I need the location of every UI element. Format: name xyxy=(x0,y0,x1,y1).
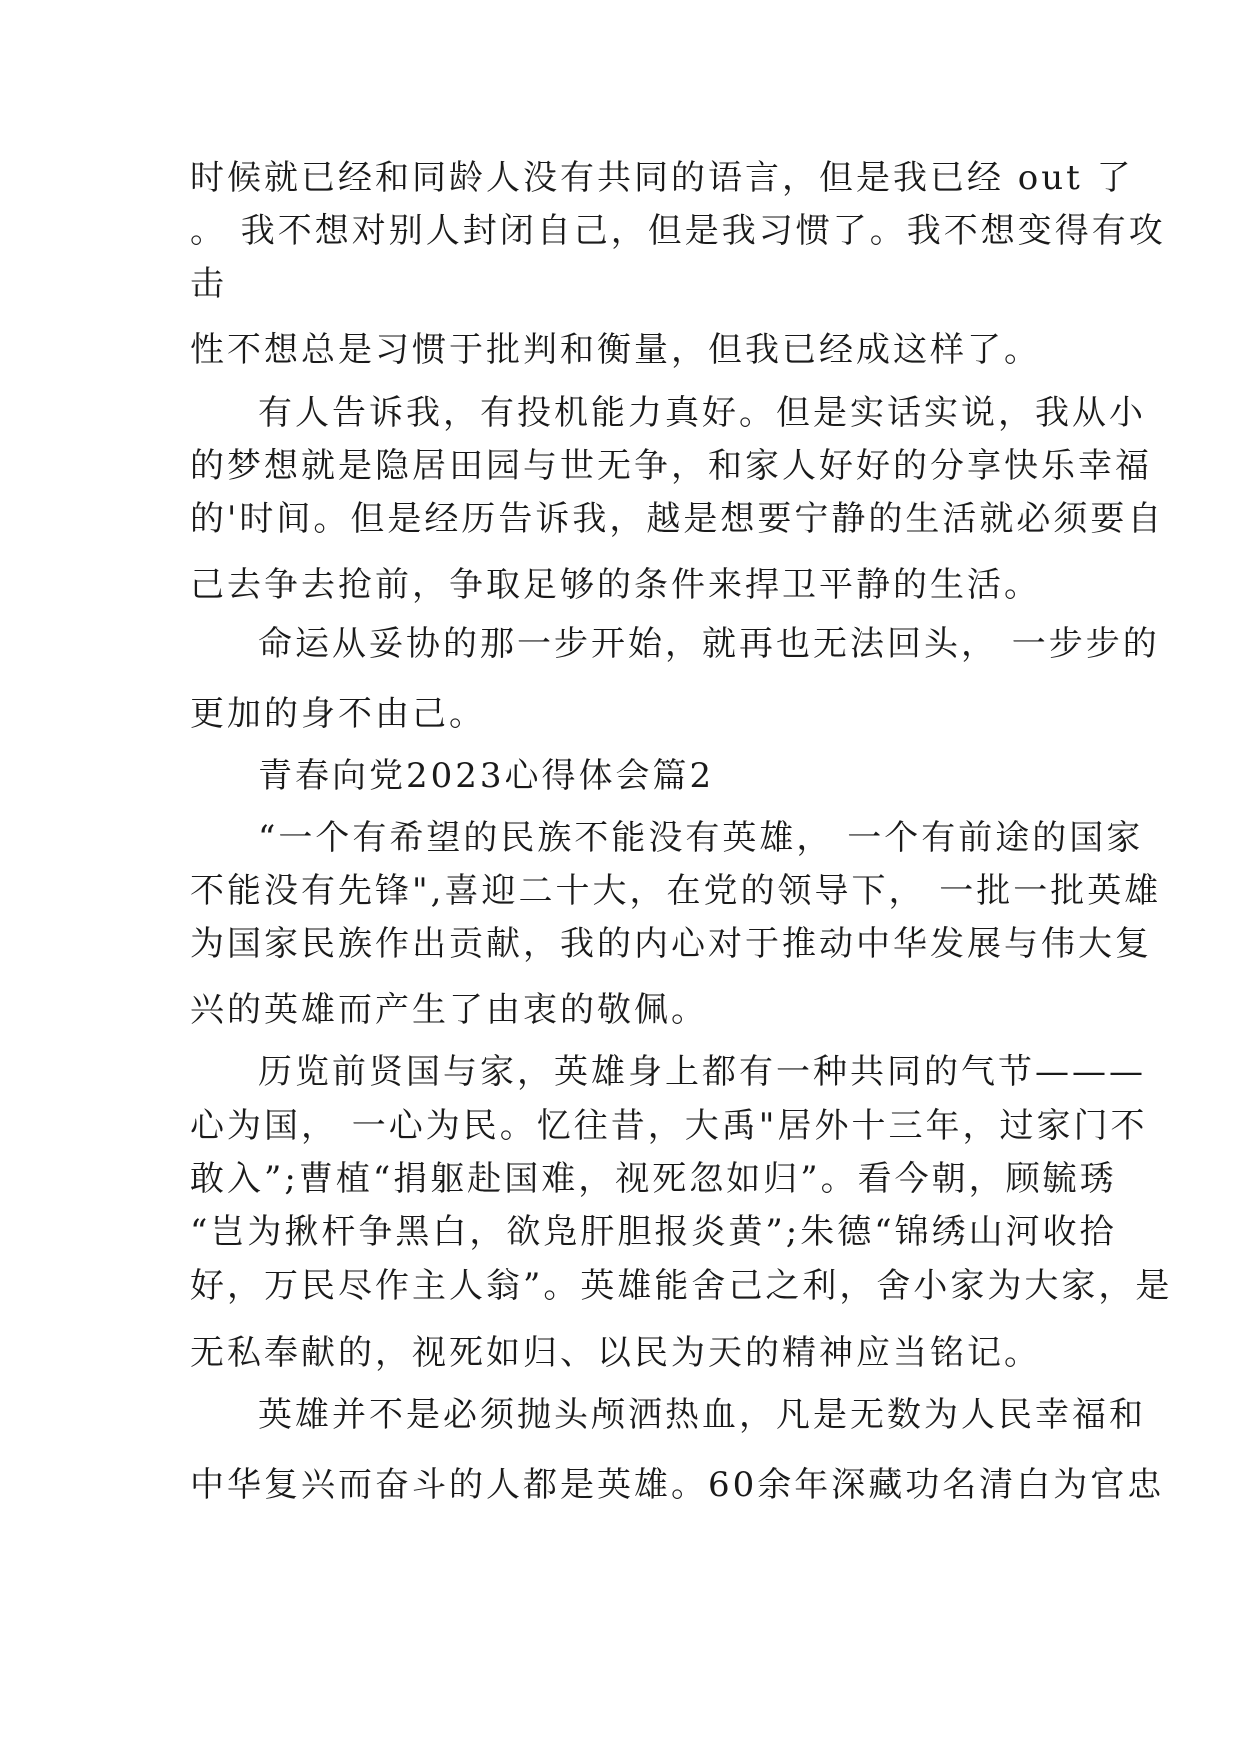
text-line: 的'时间。但是经历告诉我，越是想要宁静的生活就必须要自 xyxy=(190,499,1165,539)
text-line: 时候就已经和同龄人没有共同的语言，但是我已经 out 了 xyxy=(190,158,1134,198)
section-heading: 青春向党2023心得体会篇2 xyxy=(258,756,715,796)
text-line: 己去争去抢前，争取足够的条件来捍卫平静的生活。 xyxy=(190,565,1041,605)
text-line: 历览前贤国与家，英雄身上都有一种共同的气节——— xyxy=(258,1052,1146,1092)
text-line: 性不想总是习惯于批判和衡量，但我已经成这样了。 xyxy=(190,330,1041,370)
text-line: 为国家民族作出贡献，我的内心对于推动中华发展与伟大复 xyxy=(190,924,1152,964)
text-line: 不能没有先锋",喜迎二十大，在党的领导下， 一批一批英雄 xyxy=(190,871,1162,911)
text-line: 的梦想就是隐居田园与世无争，和家人好好的分享快乐幸福 xyxy=(190,446,1152,486)
text-line: 更加的身不由己。 xyxy=(190,694,486,734)
text-line: “岂为揪杆争黑白，欲凫肝胆报炎黄”;朱德“锦绣山河收拾 xyxy=(190,1212,1117,1252)
text-line: 兴的英雄而产生了由衷的敬佩。 xyxy=(190,990,708,1030)
text-line: 有人告诉我，有投机能力真好。但是实话实说，我从小 xyxy=(258,393,1146,433)
text-line: “一个有希望的民族不能没有英雄， 一个有前途的国家 xyxy=(258,818,1144,858)
text-line: 敢入”;曹植“捐躯赴国难，视死忽如归”。看今朝，顾毓琇 xyxy=(190,1159,1117,1199)
text-line: 英雄并不是必须抛头颅洒热血，凡是无数为人民幸福和 xyxy=(258,1395,1146,1435)
text-line: 无私奉献的，视死如归、以民为天的精神应当铭记。 xyxy=(190,1333,1041,1373)
text-line: 击 xyxy=(190,264,227,304)
text-line: 命运从妥协的那一步开始，就再也无法回头， 一步步的 xyxy=(258,624,1160,664)
text-line: 。 我不想对别人封闭自己，但是我习惯了。我不想变得有攻 xyxy=(190,211,1166,251)
text-line: 中华复兴而奋斗的人都是英雄。60余年深藏功名清白为官忠 xyxy=(190,1465,1165,1505)
text-line: 好，万民尽作主人翁”。英雄能舍己之利，舍小家为大家，是 xyxy=(190,1266,1173,1306)
text-line: 心为国， 一心为民。忆往昔，大禹"居外十三年，过家门不 xyxy=(190,1106,1148,1146)
